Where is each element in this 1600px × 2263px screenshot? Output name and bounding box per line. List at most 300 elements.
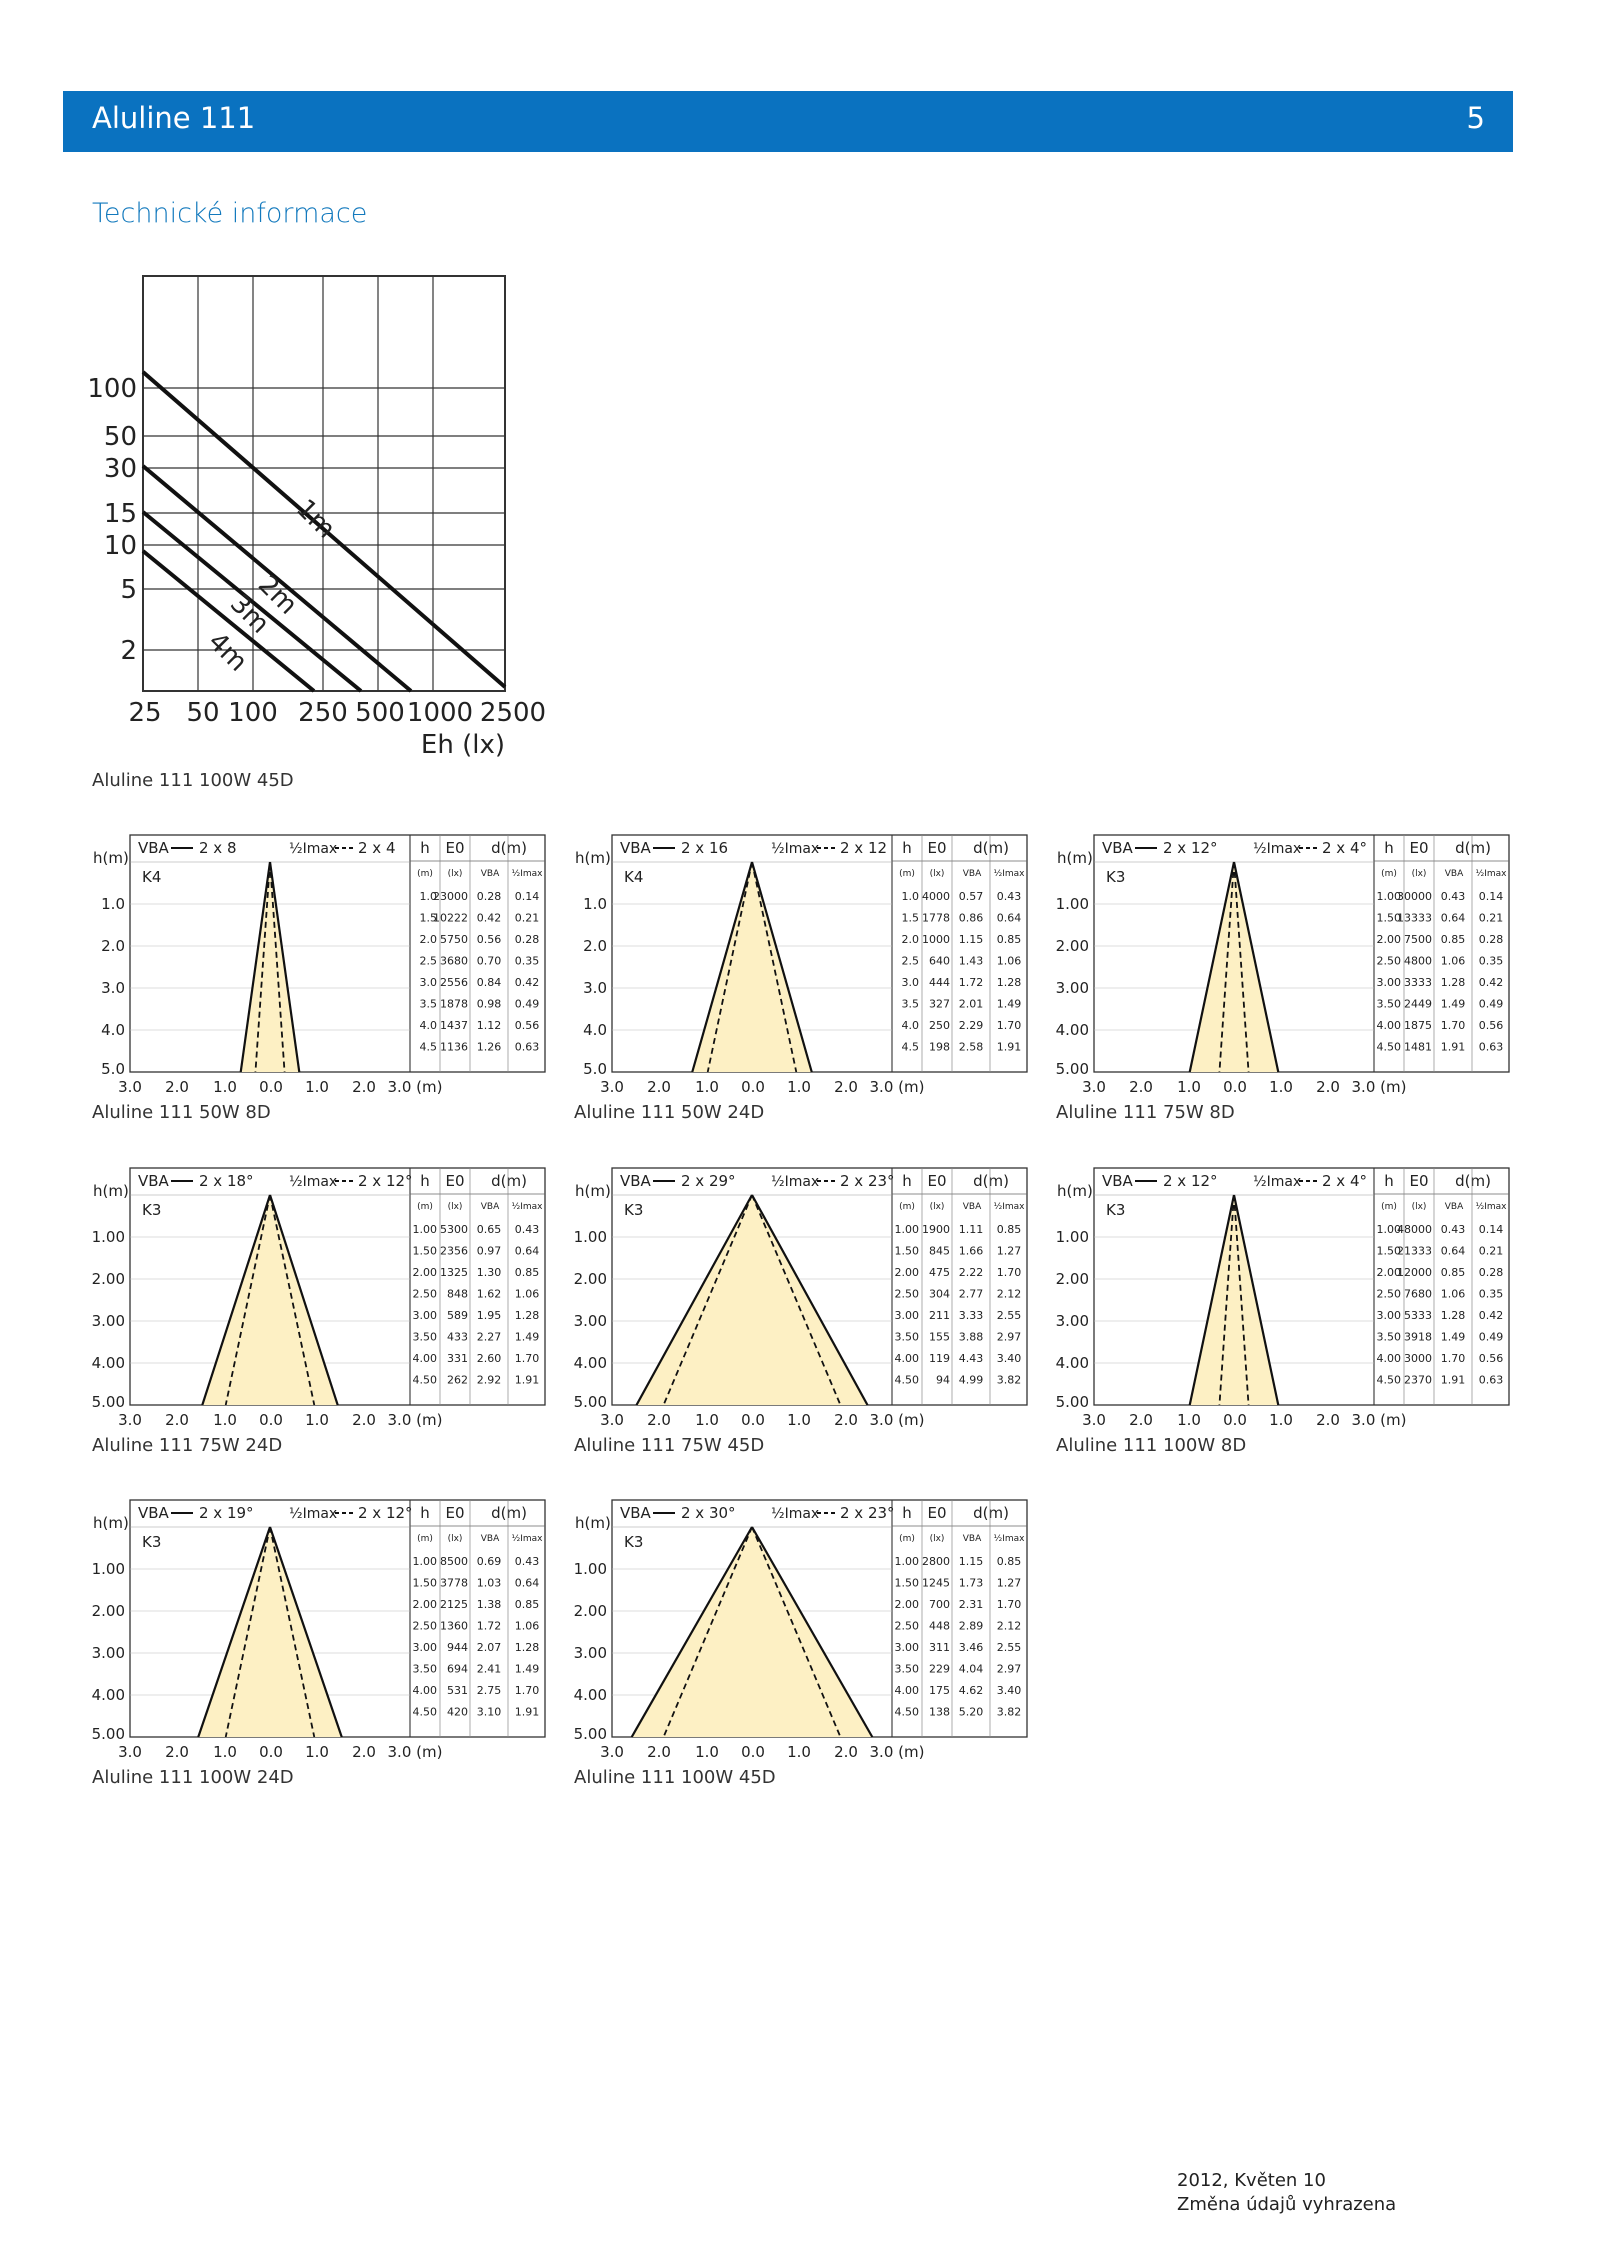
table-cell-h: 3.50 (894, 1662, 919, 1676)
x-axis-tick: 3.0 (118, 1078, 142, 1096)
legend-vba: VBA (138, 839, 169, 857)
lamp-class: K3 (624, 1533, 644, 1551)
y-axis-title: h(m) (93, 1182, 129, 1200)
y-axis-tick: 4.00 (1055, 1354, 1089, 1372)
y-axis-tick: 2.00 (91, 1602, 125, 1620)
table-unit-m: (m) (899, 869, 915, 879)
y-tick: 50 (103, 422, 137, 452)
table-cell-vba: 0.86 (958, 911, 984, 925)
table-cell-e0: 2449 (1404, 997, 1432, 1011)
table-cell-vba: 2.92 (476, 1373, 502, 1387)
beam-diagram (85, 1165, 550, 1433)
main-chart-caption: Aluline 111 100W 45D (92, 770, 294, 791)
y-axis-tick: 3.00 (573, 1644, 607, 1662)
curve-label-2m: 2m (252, 569, 303, 621)
table-cell-half: 0.28 (514, 933, 540, 946)
table-cell-h: 4.00 (412, 1352, 437, 1365)
table-cell-vba: 2.22 (958, 1266, 984, 1279)
table-cell-h: 4.5 (901, 1040, 919, 1054)
x-axis-tick: 3.0 (118, 1743, 142, 1761)
table-cell-vba: 3.88 (958, 1330, 984, 1344)
table-cell-half: 0.28 (1478, 933, 1504, 946)
beam-fill (692, 862, 811, 1072)
table-cell-vba: 1.72 (476, 1619, 502, 1633)
table-cell-vba: 1.15 (958, 1555, 984, 1568)
y-axis-tick: 5.00 (1055, 1060, 1089, 1078)
x-axis-tick: 3.0 (1082, 1078, 1106, 1096)
y-axis-tick: 3.00 (91, 1644, 125, 1662)
y-axis-tick: 1.0 (583, 895, 607, 913)
table-cell-vba: 0.57 (958, 890, 984, 903)
x-axis-tick: 1.0 (695, 1078, 719, 1096)
table-header-e0: E0 (927, 839, 947, 857)
legend-vba-value: 2 x 18° (199, 1172, 254, 1190)
table-cell-e0: 175 (929, 1684, 950, 1697)
footer-date: 2012, Květen 10 (1177, 2170, 1326, 2191)
table-cell-e0: 311 (929, 1641, 950, 1654)
y-axis-title: h(m) (575, 1182, 611, 1200)
legend-half-value: 2 x 12 (840, 839, 888, 857)
table-cell-half: 0.42 (1478, 976, 1504, 989)
page-header (63, 91, 1513, 152)
x-axis-tick: 1.0 (1269, 1411, 1293, 1429)
beam-diagram (567, 832, 1032, 1100)
table-cell-h: 4.50 (412, 1373, 437, 1387)
beam-diagram (85, 1497, 550, 1765)
table-unit-half: ½Imax (511, 1534, 543, 1544)
table-cell-half: 3.82 (996, 1373, 1022, 1387)
table-cell-half: 1.27 (996, 1244, 1022, 1258)
table-cell-vba: 3.33 (958, 1309, 984, 1322)
beam-diagram (1049, 1165, 1514, 1433)
table-cell-vba: 0.84 (476, 976, 502, 989)
table-cell-vba: 1.12 (476, 1019, 502, 1032)
table-cell-h: 1.00 (412, 1555, 437, 1568)
beam-diagram (567, 1497, 1032, 1765)
table-cell-half: 0.49 (1478, 997, 1504, 1011)
table-cell-h: 2.00 (1376, 1266, 1401, 1279)
table-cell-h: 3.00 (412, 1641, 437, 1654)
table-cell-vba: 0.42 (476, 911, 502, 925)
table-cell-vba: 1.26 (476, 1040, 502, 1054)
table-cell-e0: 1437 (440, 1019, 468, 1032)
table-cell-half: 1.70 (514, 1352, 540, 1365)
beam-fill (241, 862, 300, 1072)
table-cell-h: 2.50 (1376, 1287, 1401, 1301)
table-header-d: d(m) (491, 1172, 527, 1190)
table-cell-e0: 3918 (1404, 1330, 1432, 1344)
table-header-d: d(m) (973, 1504, 1009, 1522)
table-unit-half: ½Imax (511, 869, 543, 879)
table-unit-half: ½Imax (993, 869, 1025, 879)
y-axis-tick: 2.00 (573, 1602, 607, 1620)
table-cell-h: 3.00 (894, 1641, 919, 1654)
x-axis-tick: 0.0 (741, 1743, 765, 1761)
x-axis-tick: 1.0 (695, 1743, 719, 1761)
x-axis-tick: 3.0 (600, 1411, 624, 1429)
beam-fill (632, 1527, 873, 1737)
table-cell-half: 0.64 (514, 1576, 540, 1590)
table-cell-e0: 1878 (440, 997, 468, 1011)
legend-half-value: 2 x 12° (358, 1504, 413, 1522)
table-cell-e0: 1245 (922, 1576, 950, 1590)
legend-half-value: 2 x 23° (840, 1172, 895, 1190)
y-tick: 15 (103, 499, 137, 529)
table-cell-half: 0.42 (514, 976, 540, 989)
table-cell-vba: 1.30 (476, 1266, 502, 1279)
table-cell-e0: 1000 (922, 933, 950, 946)
x-axis-tick: 0.0 (259, 1078, 283, 1096)
table-cell-h: 1.5 (419, 911, 437, 925)
table-cell-vba: 4.04 (958, 1662, 984, 1676)
table-unit-lx: (lx) (929, 869, 945, 879)
table-unit-lx: (lx) (447, 869, 463, 879)
table-cell-half: 0.14 (1478, 1223, 1504, 1236)
x-axis-tick: 2.0 (352, 1411, 376, 1429)
table-cell-half: 1.06 (514, 1287, 540, 1301)
table-cell-e0: 327 (929, 997, 950, 1011)
table-cell-e0: 4000 (922, 890, 950, 903)
y-axis-tick: 5.00 (573, 1725, 607, 1743)
table-cell-e0: 198 (929, 1040, 950, 1054)
table-cell-h: 1.50 (1376, 911, 1401, 925)
table-cell-vba: 0.64 (1440, 911, 1466, 925)
table-cell-e0: 700 (929, 1598, 950, 1611)
table-unit-half: ½Imax (511, 1202, 543, 1212)
legend-vba: VBA (620, 1504, 651, 1522)
table-cell-vba: 0.97 (476, 1244, 502, 1258)
table-unit-m: (m) (1381, 869, 1397, 879)
table-cell-vba: 1.73 (958, 1576, 984, 1590)
x-axis-tick: 1.0 (1177, 1411, 1201, 1429)
table-cell-h: 4.00 (412, 1684, 437, 1697)
table-cell-e0: 448 (929, 1619, 950, 1633)
table-cell-vba: 2.07 (476, 1641, 502, 1654)
table-cell-half: 0.43 (514, 1555, 540, 1568)
table-cell-half: 1.27 (996, 1576, 1022, 1590)
x-tick: 100 (228, 698, 278, 728)
table-cell-vba: 1.06 (1440, 954, 1466, 968)
table-header-e0: E0 (927, 1504, 947, 1522)
table-cell-h: 3.00 (1376, 976, 1401, 989)
table-cell-e0: 138 (929, 1705, 950, 1719)
table-cell-vba: 1.06 (1440, 1287, 1466, 1301)
x-axis-tick: 3.0 (m) (387, 1078, 443, 1096)
legend-vba: VBA (138, 1172, 169, 1190)
table-cell-half: 0.49 (1478, 1330, 1504, 1344)
table-cell-vba: 1.03 (476, 1576, 502, 1590)
table-unit-lx: (lx) (447, 1534, 463, 1544)
legend-vba-value: 2 x 12° (1163, 1172, 1218, 1190)
table-header-h: h (1384, 1172, 1394, 1190)
beam-fill (637, 1195, 868, 1405)
table-cell-h: 3.00 (412, 1309, 437, 1322)
table-header-h: h (420, 1172, 430, 1190)
y-axis-tick: 5.0 (101, 1060, 125, 1078)
table-cell-h: 2.00 (1376, 933, 1401, 946)
x-axis-tick: 2.0 (352, 1078, 376, 1096)
table-cell-half: 0.56 (1478, 1019, 1504, 1032)
table-unit-m: (m) (899, 1202, 915, 1212)
table-header-d: d(m) (1455, 839, 1491, 857)
lamp-class: K3 (624, 1201, 644, 1219)
table-cell-h: 3.5 (901, 997, 919, 1011)
table-cell-vba: 1.43 (958, 954, 984, 968)
lamp-class: K3 (142, 1533, 162, 1551)
x-axis-tick: 2.0 (647, 1743, 671, 1761)
table-cell-e0: 433 (447, 1330, 468, 1344)
y-axis-title: h(m) (93, 1514, 129, 1532)
table-cell-half: 1.49 (514, 1662, 540, 1676)
y-axis-tick: 4.00 (1055, 1021, 1089, 1039)
table-cell-h: 1.50 (412, 1576, 437, 1590)
table-cell-h: 2.00 (412, 1266, 437, 1279)
table-header-e0: E0 (927, 1172, 947, 1190)
table-unit-vba: VBA (480, 869, 500, 879)
x-axis-tick: 1.0 (1269, 1078, 1293, 1096)
table-cell-h: 3.0 (901, 976, 919, 989)
table-cell-h: 3.50 (412, 1330, 437, 1344)
y-tick: 2 (120, 636, 137, 666)
legend-half-value: 2 x 4 (358, 839, 396, 857)
table-cell-half: 3.40 (996, 1684, 1022, 1697)
table-cell-e0: 1136 (440, 1040, 468, 1054)
y-axis-tick: 5.00 (1055, 1393, 1089, 1411)
table-cell-e0: 30000 (1397, 890, 1432, 903)
table-header-e0: E0 (445, 839, 465, 857)
x-axis-tick: 3.0 (m) (1351, 1078, 1407, 1096)
table-cell-e0: 2125 (440, 1598, 468, 1611)
curve-label-4m: 4m (202, 626, 253, 678)
table-cell-e0: 1481 (1404, 1040, 1432, 1054)
table-cell-e0: 1875 (1404, 1019, 1432, 1032)
diagram-caption: Aluline 111 75W 8D (1056, 1102, 1235, 1123)
table-cell-h: 2.5 (901, 954, 919, 968)
x-axis-tick: 3.0 (m) (387, 1743, 443, 1761)
y-axis-tick: 4.0 (583, 1021, 607, 1039)
table-cell-vba: 0.43 (1440, 1223, 1466, 1236)
table-cell-e0: 531 (447, 1684, 468, 1697)
x-axis-tick: 3.0 (m) (1351, 1411, 1407, 1429)
x-axis-tick: 2.0 (1129, 1078, 1153, 1096)
table-cell-vba: 2.58 (958, 1040, 984, 1054)
legend-half-imax: ½Imax (771, 841, 820, 857)
table-cell-vba: 2.41 (476, 1662, 502, 1676)
x-axis-tick: 3.0 (118, 1411, 142, 1429)
table-cell-e0: 94 (936, 1373, 950, 1387)
table-cell-e0: 2370 (1404, 1373, 1432, 1387)
table-cell-e0: 262 (447, 1373, 468, 1387)
lamp-class: K3 (142, 1201, 162, 1219)
table-header-e0: E0 (445, 1172, 465, 1190)
table-cell-vba: 1.95 (476, 1309, 502, 1322)
table-cell-h: 4.00 (894, 1352, 919, 1365)
table-cell-h: 3.00 (894, 1309, 919, 1322)
legend-vba-value: 2 x 30° (681, 1504, 736, 1522)
x-axis-tick: 0.0 (741, 1411, 765, 1429)
x-axis-tick: 2.0 (1129, 1411, 1153, 1429)
x-tick: 500 (355, 698, 405, 728)
table-cell-h: 3.50 (1376, 997, 1401, 1011)
table-unit-vba: VBA (480, 1534, 500, 1544)
table-cell-vba: 3.46 (958, 1641, 984, 1654)
table-cell-vba: 0.70 (476, 954, 502, 968)
x-axis-tick: 1.0 (787, 1743, 811, 1761)
table-cell-half: 0.85 (514, 1598, 540, 1611)
legend-half-imax: ½Imax (289, 1506, 338, 1522)
x-axis-tick: 2.0 (647, 1078, 671, 1096)
table-cell-half: 0.21 (514, 911, 540, 925)
table-unit-vba: VBA (1444, 1202, 1464, 1212)
table-unit-lx: (lx) (447, 1202, 463, 1212)
curve-label-1m: 1m (290, 493, 341, 545)
y-axis-tick: 4.00 (91, 1686, 125, 1704)
table-unit-lx: (lx) (929, 1202, 945, 1212)
table-cell-half: 1.91 (514, 1373, 540, 1387)
table-header-d: d(m) (491, 839, 527, 857)
x-tick: 50 (186, 698, 220, 728)
table-cell-half: 0.64 (996, 911, 1022, 925)
legend-half-imax: ½Imax (1253, 841, 1302, 857)
beam-fill (1190, 862, 1279, 1072)
table-cell-h: 2.50 (412, 1619, 437, 1633)
legend-vba-value: 2 x 8 (199, 839, 237, 857)
beam-fill (202, 1195, 337, 1405)
table-cell-h: 4.50 (412, 1705, 437, 1719)
table-cell-e0: 640 (929, 954, 950, 968)
table-cell-half: 2.12 (996, 1619, 1022, 1633)
table-cell-half: 1.06 (996, 954, 1022, 968)
table-cell-vba: 2.29 (958, 1019, 984, 1032)
table-cell-h: 4.50 (1376, 1040, 1401, 1054)
table-cell-half: 0.35 (514, 954, 540, 968)
table-cell-h: 3.00 (1376, 1309, 1401, 1322)
table-cell-vba: 0.65 (476, 1223, 502, 1236)
table-header-e0: E0 (445, 1504, 465, 1522)
legend-vba-value: 2 x 19° (199, 1504, 254, 1522)
table-unit-half: ½Imax (993, 1534, 1025, 1544)
table-cell-e0: 420 (447, 1705, 468, 1719)
table-cell-half: 2.97 (996, 1662, 1022, 1676)
table-cell-half: 1.28 (996, 976, 1022, 989)
y-axis-tick: 2.00 (1055, 1270, 1089, 1288)
table-cell-half: 0.85 (996, 1223, 1022, 1236)
x-axis-tick: 2.0 (1316, 1078, 1340, 1096)
y-axis-tick: 1.00 (91, 1560, 125, 1578)
table-cell-half: 3.82 (996, 1705, 1022, 1719)
y-axis-tick: 1.00 (91, 1228, 125, 1246)
table-unit-m: (m) (417, 869, 433, 879)
table-cell-half: 0.35 (1478, 954, 1504, 968)
table-cell-half: 2.55 (996, 1641, 1022, 1654)
table-cell-vba: 0.64 (1440, 1244, 1466, 1258)
table-cell-e0: 250 (929, 1019, 950, 1032)
table-cell-vba: 1.38 (476, 1598, 502, 1611)
table-cell-half: 0.56 (514, 1019, 540, 1032)
x-axis-tick: 3.0 (600, 1078, 624, 1096)
table-cell-e0: 2800 (922, 1555, 950, 1568)
y-axis-tick: 3.0 (583, 979, 607, 997)
table-cell-e0: 694 (447, 1662, 468, 1676)
x-axis-tick: 2.0 (647, 1411, 671, 1429)
table-cell-vba: 1.49 (1440, 997, 1466, 1011)
x-axis-tick: 1.0 (213, 1078, 237, 1096)
table-cell-vba: 0.56 (476, 933, 502, 946)
y-axis-tick: 1.00 (573, 1228, 607, 1246)
table-cell-vba: 1.70 (1440, 1019, 1466, 1032)
illuminance-chart (85, 268, 565, 768)
table-cell-h: 2.00 (894, 1598, 919, 1611)
table-cell-e0: 589 (447, 1309, 468, 1322)
table-cell-vba: 4.99 (958, 1373, 984, 1387)
table-cell-h: 1.50 (894, 1244, 919, 1258)
table-unit-m: (m) (417, 1202, 433, 1212)
x-axis-tick: 1.0 (787, 1411, 811, 1429)
table-cell-half: 0.14 (514, 890, 540, 903)
table-cell-vba: 2.31 (958, 1598, 984, 1611)
x-axis-tick: 2.0 (165, 1743, 189, 1761)
x-axis-tick: 1.0 (305, 1743, 329, 1761)
table-cell-vba: 0.85 (1440, 1266, 1466, 1279)
table-cell-half: 1.70 (996, 1598, 1022, 1611)
table-cell-e0: 4800 (1404, 954, 1432, 968)
table-cell-h: 4.50 (894, 1705, 919, 1719)
x-axis-tick: 2.0 (352, 1743, 376, 1761)
y-axis-tick: 4.0 (101, 1021, 125, 1039)
table-cell-vba: 0.85 (1440, 933, 1466, 946)
table-cell-e0: 8500 (440, 1555, 468, 1568)
section-title: Technické informace (92, 198, 368, 229)
table-cell-e0: 13333 (1397, 911, 1432, 925)
table-cell-h: 1.50 (894, 1576, 919, 1590)
diagram-caption: Aluline 111 75W 45D (574, 1435, 765, 1456)
table-cell-vba: 1.70 (1440, 1352, 1466, 1365)
y-axis-tick: 5.00 (91, 1725, 125, 1743)
table-cell-h: 4.50 (894, 1373, 919, 1387)
table-cell-e0: 229 (929, 1662, 950, 1676)
diagram-caption: Aluline 111 100W 8D (1056, 1435, 1247, 1456)
y-axis-tick: 2.00 (573, 1270, 607, 1288)
y-axis-tick: 2.0 (583, 937, 607, 955)
table-cell-h: 3.5 (419, 997, 437, 1011)
table-unit-vba: VBA (1444, 869, 1464, 879)
x-axis-tick: 1.0 (1177, 1078, 1201, 1096)
x-tick: 1000 (406, 698, 474, 728)
table-cell-h: 2.5 (419, 954, 437, 968)
table-cell-e0: 5300 (440, 1223, 468, 1236)
y-axis-tick: 1.00 (1055, 1228, 1089, 1246)
table-cell-half: 0.14 (1478, 890, 1504, 903)
table-cell-half: 1.49 (996, 997, 1022, 1011)
table-cell-vba: 1.11 (958, 1223, 984, 1236)
table-cell-e0: 304 (929, 1287, 950, 1301)
table-cell-half: 0.42 (1478, 1309, 1504, 1322)
table-cell-e0: 2356 (440, 1244, 468, 1258)
table-unit-lx: (lx) (1411, 869, 1427, 879)
table-cell-e0: 1360 (440, 1619, 468, 1633)
y-axis-tick: 3.00 (1055, 1312, 1089, 1330)
table-header-h: h (1384, 839, 1394, 857)
table-cell-e0: 845 (929, 1244, 950, 1258)
legend-half-value: 2 x 23° (840, 1504, 895, 1522)
table-cell-h: 2.50 (894, 1619, 919, 1633)
table-unit-half: ½Imax (1475, 1202, 1507, 1212)
table-unit-vba: VBA (962, 1534, 982, 1544)
y-axis-tick: 2.00 (91, 1270, 125, 1288)
table-cell-half: 0.64 (514, 1244, 540, 1258)
y-tick: 5 (120, 575, 137, 605)
legend-half-value: 2 x 4° (1322, 839, 1367, 857)
